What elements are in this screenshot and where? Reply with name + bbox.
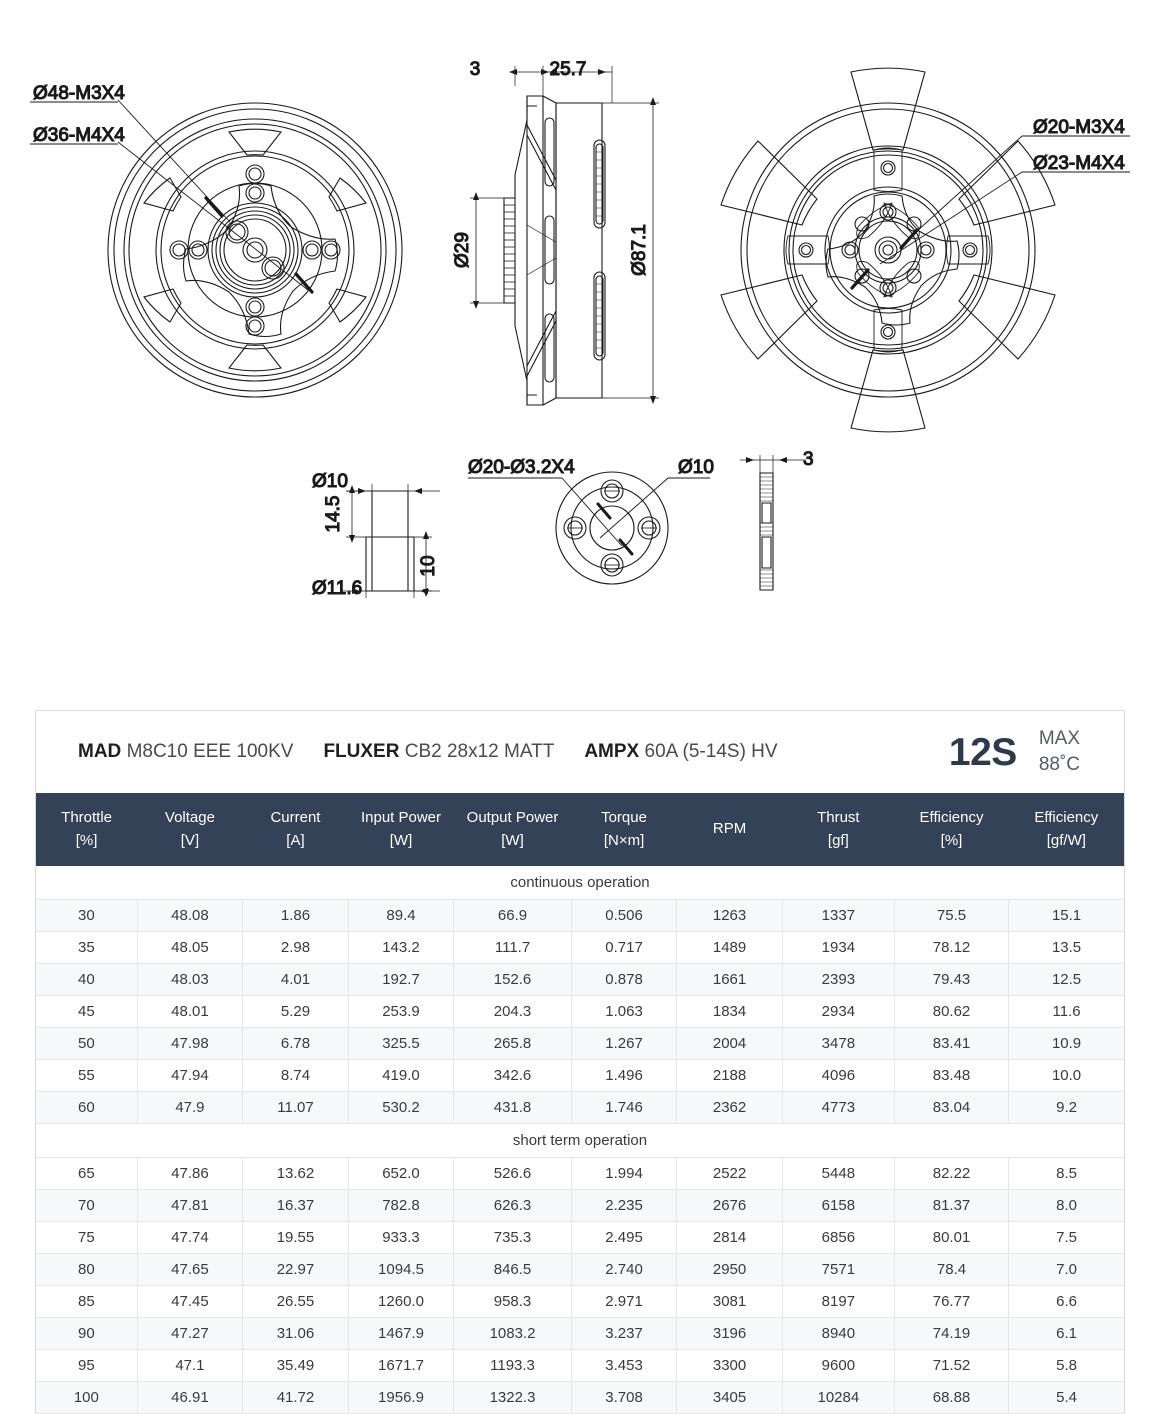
- cell-torque: 2.740: [571, 1254, 677, 1286]
- cell-current: 2.98: [243, 932, 349, 964]
- cell-rpm: 3196: [677, 1318, 783, 1350]
- cell-voltage: 47.74: [137, 1222, 243, 1254]
- cell-throttle: 75: [36, 1222, 137, 1254]
- cell-rpm: 1661: [677, 964, 783, 996]
- column-header-name: Throttle: [61, 809, 113, 826]
- max-temp-value: 88˚C: [1038, 754, 1080, 775]
- cell-efficiency: 6.6: [1009, 1286, 1124, 1318]
- cell-current: 19.55: [243, 1222, 349, 1254]
- cell-throttle: 65: [36, 1158, 137, 1190]
- section-label: short term operation: [36, 1124, 1124, 1158]
- cell-output-power: 152.6: [454, 964, 572, 996]
- column-header-name: Efficiency: [1034, 809, 1099, 826]
- cell-efficiency: 5.4: [1009, 1382, 1124, 1414]
- cell-thrust: 2934: [782, 996, 894, 1028]
- cell-torque: 3.237: [571, 1318, 677, 1350]
- column-header-unit: [V]: [180, 831, 200, 849]
- cell-torque: 2.235: [571, 1190, 677, 1222]
- cell-input-power: 89.4: [348, 900, 454, 932]
- cell-input-power: 253.9: [348, 996, 454, 1028]
- cell-output-power: 846.5: [454, 1254, 572, 1286]
- column-header-name: Torque: [601, 809, 647, 826]
- cell-output-power: 111.7: [454, 932, 572, 964]
- table-row: [36, 1028, 1124, 1060]
- cell-rpm: 1263: [677, 900, 783, 932]
- cell-torque: 0.506: [571, 900, 677, 932]
- table-row: [36, 1318, 1124, 1350]
- label-d20-m3x4: Ø20-M3X4: [1033, 117, 1125, 138]
- label-shaft-d10: Ø10: [312, 471, 348, 492]
- column-header-output-power-4: [454, 793, 572, 866]
- cell-output-power: 342.6: [454, 1060, 572, 1092]
- cell-rpm: 2950: [677, 1254, 783, 1286]
- cell-input-power: 419.0: [348, 1060, 454, 1092]
- cell-efficiency: 9.2: [1009, 1092, 1124, 1124]
- cell-input-power: 192.7: [348, 964, 454, 996]
- cell-efficiency: 12.5: [1009, 964, 1124, 996]
- performance-table: [36, 793, 1124, 1414]
- cell-input-power: 325.5: [348, 1028, 454, 1060]
- battery-cells-badge: 12S: [948, 730, 1017, 774]
- cell-output-power: 958.3: [454, 1286, 572, 1318]
- table-row: [36, 1382, 1124, 1414]
- cell-current: 31.06: [243, 1318, 349, 1350]
- cell-thrust: 8940: [782, 1318, 894, 1350]
- column-header-thrust-7: [782, 793, 894, 866]
- cell-throttle: 100: [36, 1382, 137, 1414]
- spec-motor-model: M8C10 EEE 100KV: [126, 741, 294, 762]
- cell-thrust: 1934: [782, 932, 894, 964]
- column-header-unit: [W]: [389, 831, 413, 849]
- cell-input-power: 1260.0: [348, 1286, 454, 1318]
- cell-input-power: 933.3: [348, 1222, 454, 1254]
- spec-propeller-brand: FLUXER: [323, 741, 400, 762]
- cell-efficiency: 71.52: [894, 1350, 1008, 1382]
- cell-output-power: 626.3: [454, 1190, 572, 1222]
- cell-input-power: 1094.5: [348, 1254, 454, 1286]
- cell-input-power: 652.0: [348, 1158, 454, 1190]
- cell-thrust: 8197: [782, 1286, 894, 1318]
- cell-rpm: 2188: [677, 1060, 783, 1092]
- cell-voltage: 47.27: [137, 1318, 243, 1350]
- cell-voltage: 48.01: [137, 996, 243, 1028]
- section-label: continuous operation: [36, 866, 1124, 900]
- cell-voltage: 48.03: [137, 964, 243, 996]
- technical-drawings-area: [0, 0, 1160, 700]
- label-shaft-14-5: 14.5: [323, 495, 344, 533]
- cell-thrust: 6856: [782, 1222, 894, 1254]
- cell-throttle: 35: [36, 932, 137, 964]
- cell-efficiency: 79.43: [894, 964, 1008, 996]
- cell-current: 41.72: [243, 1382, 349, 1414]
- cell-throttle: 85: [36, 1286, 137, 1318]
- cell-output-power: 431.8: [454, 1092, 572, 1124]
- cell-torque: 3.708: [571, 1382, 677, 1414]
- cell-throttle: 40: [36, 964, 137, 996]
- table-row: [36, 996, 1124, 1028]
- spec-motor-brand: MAD: [78, 741, 122, 762]
- spec-esc-model: 60A (5-14S) HV: [644, 741, 778, 762]
- cell-thrust: 4096: [782, 1060, 894, 1092]
- label-shaft-d11-6: Ø11.6: [311, 578, 363, 599]
- cell-efficiency: 83.04: [894, 1092, 1008, 1124]
- cell-current: 6.78: [243, 1028, 349, 1060]
- cell-thrust: 9600: [782, 1350, 894, 1382]
- panel-title-row: [36, 711, 1124, 793]
- cell-voltage: 47.1: [137, 1350, 243, 1382]
- cell-throttle: 70: [36, 1190, 137, 1222]
- column-header-efficiency-9: [1009, 793, 1124, 866]
- cell-rpm: 1834: [677, 996, 783, 1028]
- cell-throttle: 90: [36, 1318, 137, 1350]
- cell-torque: 1.746: [571, 1092, 677, 1124]
- cell-efficiency: 15.1: [1009, 900, 1124, 932]
- label-dim-3: 3: [469, 59, 481, 80]
- cell-efficiency: 10.9: [1009, 1028, 1124, 1060]
- cell-input-power: 1956.9: [348, 1382, 454, 1414]
- column-header-name: Input Power: [360, 809, 442, 826]
- panel-title-right: [949, 726, 1100, 777]
- cell-output-power: 1193.3: [454, 1350, 572, 1382]
- cell-efficiency: 74.19: [894, 1318, 1008, 1350]
- label-d36-m4x4: Ø36-M4X4: [33, 125, 125, 146]
- cell-torque: 3.453: [571, 1350, 677, 1382]
- table-header: [36, 793, 1124, 866]
- cell-thrust: 1337: [782, 900, 894, 932]
- label-flange-d10: Ø10: [678, 457, 714, 478]
- column-header-name: Voltage: [164, 809, 215, 826]
- column-header-name: RPM: [712, 820, 747, 838]
- table-row: [36, 1254, 1124, 1286]
- cell-efficiency: 11.6: [1009, 996, 1124, 1028]
- column-header-unit: [W]: [501, 831, 524, 849]
- spec-list: [78, 741, 949, 763]
- cell-rpm: 3405: [677, 1382, 783, 1414]
- spec-motor: [78, 741, 293, 763]
- cell-efficiency: 8.0: [1009, 1190, 1124, 1222]
- cell-voltage: 47.86: [137, 1158, 243, 1190]
- cell-thrust: 2393: [782, 964, 894, 996]
- label-d23-m4x4: Ø23-M4X4: [1033, 153, 1125, 174]
- table-row: [36, 1350, 1124, 1382]
- max-label: MAX: [1038, 728, 1080, 750]
- cell-torque: 0.717: [571, 932, 677, 964]
- table-row: [36, 1190, 1124, 1222]
- column-header-name: Efficiency: [919, 809, 984, 826]
- cell-input-power: 1467.9: [348, 1318, 454, 1350]
- cell-torque: 1.063: [571, 996, 677, 1028]
- cell-current: 8.74: [243, 1060, 349, 1092]
- header-row: [36, 793, 1124, 866]
- cell-input-power: 782.8: [348, 1190, 454, 1222]
- cell-efficiency: 75.5: [894, 900, 1008, 932]
- column-header-unit: [A]: [286, 831, 305, 849]
- cell-voltage: 47.65: [137, 1254, 243, 1286]
- cell-output-power: 526.6: [454, 1158, 572, 1190]
- column-header-name: Current: [270, 809, 321, 826]
- cell-rpm: 2362: [677, 1092, 783, 1124]
- cell-output-power: 1322.3: [454, 1382, 572, 1414]
- cell-efficiency: 13.5: [1009, 932, 1124, 964]
- column-header-torque-5: [571, 793, 677, 866]
- column-header-unit: [gf]: [827, 831, 849, 849]
- cell-output-power: 735.3: [454, 1222, 572, 1254]
- cell-rpm: 2676: [677, 1190, 783, 1222]
- cell-voltage: 47.98: [137, 1028, 243, 1060]
- table-row: [36, 1092, 1124, 1124]
- performance-panel: [35, 710, 1125, 1414]
- label-d20-d3-2x4: Ø20-Ø3.2X4: [468, 457, 575, 478]
- cell-input-power: 1671.7: [348, 1350, 454, 1382]
- table-body: [36, 866, 1124, 1414]
- column-header-rpm-6: [677, 793, 783, 866]
- cell-rpm: 3081: [677, 1286, 783, 1318]
- cell-rpm: 3300: [677, 1350, 783, 1382]
- table-row: [36, 1286, 1124, 1318]
- washer-section-detail: [740, 455, 806, 590]
- cell-voltage: 47.9: [137, 1092, 243, 1124]
- max-temperature: [1039, 726, 1080, 777]
- cell-current: 13.62: [243, 1158, 349, 1190]
- cell-efficiency: 80.62: [894, 996, 1008, 1028]
- cell-input-power: 530.2: [348, 1092, 454, 1124]
- cell-current: 26.55: [243, 1286, 349, 1318]
- label-dim-d29: Ø29: [452, 232, 473, 268]
- cell-throttle: 50: [36, 1028, 137, 1060]
- cell-efficiency: 6.1: [1009, 1318, 1124, 1350]
- cell-current: 1.86: [243, 900, 349, 932]
- cell-thrust: 3478: [782, 1028, 894, 1060]
- cell-voltage: 47.94: [137, 1060, 243, 1092]
- table-row: [36, 900, 1124, 932]
- cell-output-power: 1083.2: [454, 1318, 572, 1350]
- cell-current: 35.49: [243, 1350, 349, 1382]
- cell-thrust: 5448: [782, 1158, 894, 1190]
- cell-efficiency: 81.37: [894, 1190, 1008, 1222]
- column-header-unit: [N×m]: [603, 831, 645, 849]
- column-header-input-power-3: [348, 793, 454, 866]
- column-header-name: Output Power: [466, 809, 559, 826]
- cell-voltage: 48.08: [137, 900, 243, 932]
- spec-propeller-model: CB2 28x12 MATT: [404, 741, 555, 762]
- mounting-flange-detail: [468, 472, 710, 584]
- column-header-unit: [%]: [75, 831, 98, 849]
- cell-throttle: 80: [36, 1254, 137, 1286]
- cell-efficiency: 78.4: [894, 1254, 1008, 1286]
- cell-torque: 0.878: [571, 964, 677, 996]
- cell-thrust: 7571: [782, 1254, 894, 1286]
- section-row: [36, 866, 1124, 900]
- cell-rpm: 2814: [677, 1222, 783, 1254]
- cell-torque: 1.496: [571, 1060, 677, 1092]
- cell-rpm: 1489: [677, 932, 783, 964]
- cell-throttle: 45: [36, 996, 137, 1028]
- cell-efficiency: 82.22: [894, 1158, 1008, 1190]
- label-shaft-10: 10: [418, 555, 439, 577]
- cell-throttle: 60: [36, 1092, 137, 1124]
- table-row: [36, 964, 1124, 996]
- cell-efficiency: 7.0: [1009, 1254, 1124, 1286]
- cell-current: 4.01: [243, 964, 349, 996]
- cell-rpm: 2004: [677, 1028, 783, 1060]
- label-d48-m3x4: Ø48-M3X4: [33, 83, 125, 104]
- cell-efficiency: 83.41: [894, 1028, 1008, 1060]
- cell-throttle: 55: [36, 1060, 137, 1092]
- spec-esc: [584, 741, 777, 763]
- table-row: [36, 1060, 1124, 1092]
- column-header-unit: [%]: [940, 831, 963, 849]
- cell-output-power: 66.9: [454, 900, 572, 932]
- cell-efficiency: 80.01: [894, 1222, 1008, 1254]
- cell-output-power: 265.8: [454, 1028, 572, 1060]
- cell-throttle: 30: [36, 900, 137, 932]
- cell-torque: 2.971: [571, 1286, 677, 1318]
- cell-input-power: 143.2: [348, 932, 454, 964]
- cell-efficiency: 8.5: [1009, 1158, 1124, 1190]
- cell-efficiency: 78.12: [894, 932, 1008, 964]
- cell-efficiency: 83.48: [894, 1060, 1008, 1092]
- cell-efficiency: 76.77: [894, 1286, 1008, 1318]
- cell-voltage: 48.05: [137, 932, 243, 964]
- label-dim-d87-1: Ø87.1: [629, 224, 650, 276]
- cell-thrust: 10284: [782, 1382, 894, 1414]
- cell-voltage: 47.81: [137, 1190, 243, 1222]
- cell-voltage: 47.45: [137, 1286, 243, 1318]
- label-washer-3: 3: [803, 449, 814, 470]
- cell-current: 11.07: [243, 1092, 349, 1124]
- column-header-efficiency-8: [894, 793, 1008, 866]
- section-row: [36, 1124, 1124, 1158]
- cell-thrust: 4773: [782, 1092, 894, 1124]
- cell-throttle: 95: [36, 1350, 137, 1382]
- cell-voltage: 46.91: [137, 1382, 243, 1414]
- column-header-throttle-0: [36, 793, 137, 866]
- cell-current: 16.37: [243, 1190, 349, 1222]
- spec-propeller: [323, 741, 554, 763]
- cell-torque: 2.495: [571, 1222, 677, 1254]
- cell-rpm: 2522: [677, 1158, 783, 1190]
- table-row: [36, 932, 1124, 964]
- cell-current: 5.29: [243, 996, 349, 1028]
- spec-esc-brand: AMPX: [584, 741, 640, 762]
- column-header-current-2: [243, 793, 349, 866]
- cell-torque: 1.267: [571, 1028, 677, 1060]
- column-header-name: Thrust: [817, 809, 860, 826]
- column-header-unit: [gf/W]: [1046, 831, 1086, 849]
- cell-efficiency: 5.8: [1009, 1350, 1124, 1382]
- table-row: [36, 1222, 1124, 1254]
- cell-torque: 1.994: [571, 1158, 677, 1190]
- cell-efficiency: 68.88: [894, 1382, 1008, 1414]
- label-dim-25-7: 25.7: [549, 59, 587, 80]
- cell-output-power: 204.3: [454, 996, 572, 1028]
- column-header-voltage-1: [137, 793, 243, 866]
- cell-efficiency: 7.5: [1009, 1222, 1124, 1254]
- cell-current: 22.97: [243, 1254, 349, 1286]
- cell-thrust: 6158: [782, 1190, 894, 1222]
- cell-efficiency: 10.0: [1009, 1060, 1124, 1092]
- table-row: [36, 1158, 1124, 1190]
